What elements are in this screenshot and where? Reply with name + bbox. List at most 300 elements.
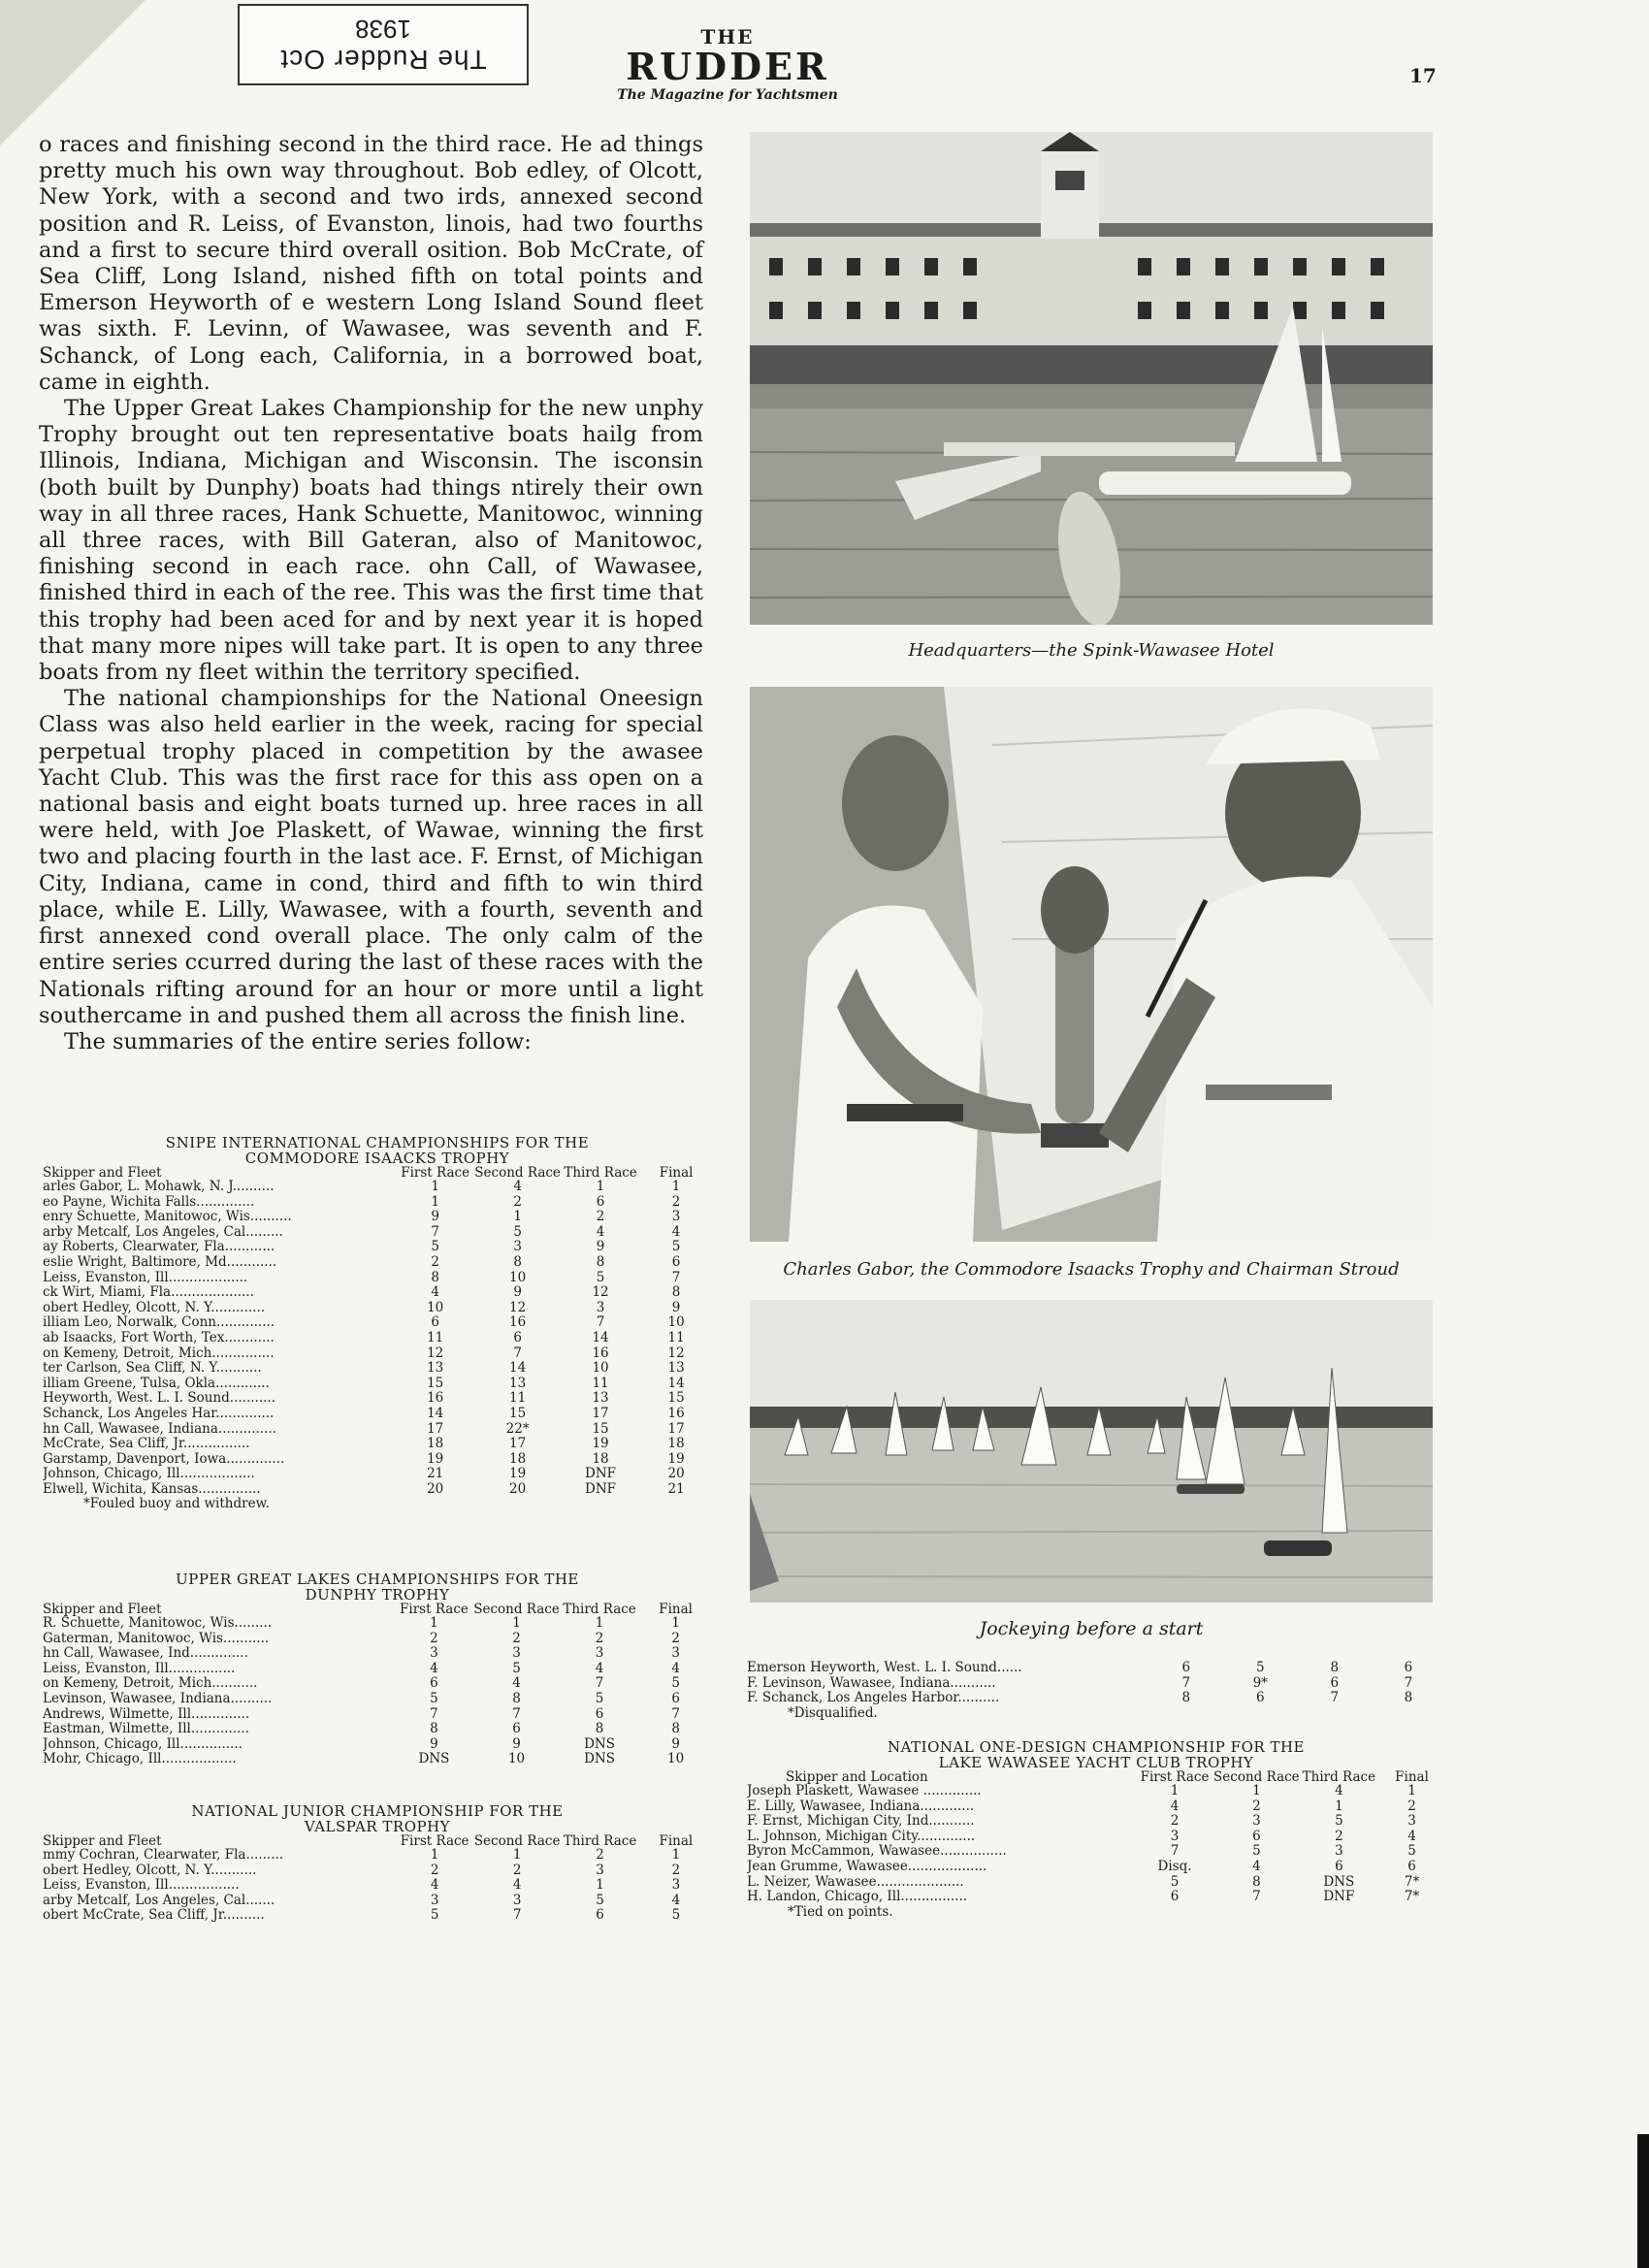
score-cell: 7 (430, 1705, 438, 1722)
score-cell: 20 (667, 1466, 685, 1482)
score-cell: 9 (430, 1735, 438, 1752)
table-row (43, 1331, 712, 1346)
score-cell: 7 (1252, 1889, 1261, 1905)
skipper-cell: hn Call, Wawasee, Ind.............. (43, 1646, 248, 1662)
photo-trophy (750, 687, 1433, 1242)
score-cell: DNS (584, 1735, 615, 1752)
skipper-cell: Heyworth, West. L. I. Sound........... (43, 1391, 276, 1407)
skipper-cell: arles Gabor, L. Mohawk, N. J.......... (43, 1180, 275, 1194)
score-cell: 7 (596, 1314, 605, 1331)
score-cell: 14 (667, 1375, 685, 1391)
score-cell: 5 (1252, 1843, 1261, 1860)
table-row (43, 1285, 712, 1301)
score-cell: 4 (512, 1877, 522, 1894)
table-row (43, 1878, 712, 1894)
skipper-cell: arby Metcalf, Los Angeles, Cal....... (43, 1893, 275, 1908)
skipper-cell: F. Levinson, Wawasee, Indiana........... (747, 1675, 996, 1691)
score-cell: 17 (427, 1420, 444, 1437)
photo-sailboats (750, 1300, 1433, 1603)
score-cell: 3 (430, 1892, 439, 1908)
score-cell: 11 (427, 1329, 444, 1345)
score-cell: 1 (431, 1179, 439, 1194)
score-cell: 10 (667, 1314, 685, 1331)
table-row (747, 1676, 1445, 1692)
score-cell: 1 (671, 1179, 681, 1194)
skipper-cell: Andrews, Wilmette, Ill.............. (43, 1706, 250, 1722)
col-header-final: Final (659, 1833, 694, 1849)
col-header-first: First Race (401, 1165, 470, 1181)
junior-table (43, 1803, 712, 1924)
score-cell: 3 (595, 1645, 604, 1662)
table-title: UPPER GREAT LAKES CHAMPIONSHIPS FOR THE (176, 1571, 579, 1588)
score-cell: 4 (595, 1660, 604, 1676)
score-cell: 9 (512, 1735, 521, 1752)
score-cell: 7 (671, 1705, 680, 1722)
skipper-cell: Joseph Plaskett, Wawasee .............. (747, 1784, 982, 1798)
score-cell: 13 (667, 1360, 685, 1377)
score-cell: 13 (592, 1390, 609, 1407)
score-cell: 15 (667, 1390, 685, 1407)
skipper-cell: Johnson, Chicago, Ill.................. (43, 1467, 255, 1482)
score-cell: 16 (592, 1345, 609, 1361)
table-row (43, 1467, 712, 1482)
skipper-cell: Johnson, Chicago, Ill............... (43, 1736, 242, 1752)
score-cell: 1 (596, 1877, 604, 1894)
table-row (43, 1752, 712, 1767)
score-cell: 6 (671, 1690, 680, 1706)
score-cell: DNS (1323, 1873, 1355, 1890)
table-row (43, 1662, 712, 1677)
score-cell: 9 (671, 1299, 681, 1315)
masthead (582, 25, 873, 103)
skipper-cell: Schanck, Los Angeles Har.............. (43, 1406, 275, 1421)
score-cell: 6 (1252, 1828, 1261, 1844)
col-header-skipper: Skipper and Fleet (43, 1166, 162, 1180)
score-cell: 17 (667, 1420, 685, 1437)
score-cell: 2 (1170, 1813, 1180, 1830)
score-cell: 18 (667, 1436, 685, 1452)
score-cell: 8 (513, 1253, 522, 1270)
col-header-second: Second Race (473, 1833, 561, 1849)
skipper-cell: Elwell, Wichita, Kansas............... (43, 1481, 261, 1497)
score-cell: 12 (427, 1345, 444, 1361)
score-cell: 7 (513, 1345, 522, 1361)
col-header-third: Third Race (563, 1602, 636, 1617)
score-cell: 19 (667, 1450, 685, 1467)
score-cell: 17 (509, 1436, 527, 1452)
table-row (43, 1195, 712, 1211)
score-cell: 4 (512, 1675, 521, 1692)
table-row (43, 1707, 712, 1723)
table-row (747, 1784, 1445, 1799)
score-cell: 10 (592, 1360, 609, 1377)
score-cell: 17 (592, 1405, 609, 1421)
score-cell: 15 (592, 1420, 609, 1437)
skipper-cell: on Kemeny, Detroit, Mich........... (43, 1676, 258, 1692)
score-cell: 6 (513, 1329, 522, 1345)
score-cell: 2 (595, 1630, 604, 1646)
table-row (747, 1830, 1445, 1845)
table-row (43, 1452, 712, 1468)
score-cell: 2 (512, 1862, 522, 1878)
table-row (43, 1422, 712, 1438)
table-row (43, 1210, 712, 1225)
table-row (43, 1894, 712, 1909)
score-cell: 7 (512, 1705, 521, 1722)
score-cell: 1 (513, 1209, 522, 1225)
score-cell: 8 (1252, 1873, 1261, 1890)
table-row (747, 1691, 1445, 1706)
score-cell: 10 (667, 1751, 685, 1767)
skipper-cell: E. Lilly, Wawasee, Indiana............. (747, 1798, 975, 1814)
score-cell: DNF (585, 1466, 617, 1482)
paragraph: The Upper Great Lakes Championship for the new unphy Trophy brought out ten representative boats hailg from Illinois, Indiana, Michigan and Wisconsin. The isconsin (both built by Dunphy) boats had things ntirely their own way in all three races, Hank Schuette, Manitowoc, winning all three races, with Bill Gateran, also of Manitowoc, finishing second in each race. ohn Call, of Wawasee, finished third in each of the ree. This was the first time that this trophy had been aced for and by next year it is hoped that many more nipes will take part. It is open to any three boats from ny fleet within the territory specified. (39, 396, 703, 686)
score-cell: 1 (1252, 1783, 1261, 1798)
masthead-tagline: The Magazine for Yachtsmen (617, 87, 838, 103)
score-cell: 3 (512, 1892, 522, 1908)
table-subtitle: COMMODORE ISAACKS TROPHY (244, 1150, 510, 1167)
score-cell: 3 (671, 1209, 681, 1225)
score-cell: 4 (671, 1223, 681, 1240)
upper-great-lakes-table (43, 1571, 712, 1767)
table-row (43, 1848, 712, 1863)
score-cell: 9* (1252, 1674, 1268, 1691)
score-cell: 1 (671, 1847, 681, 1863)
table-subtitle: LAKE WAWASEE YACHT CLUB TROPHY (938, 1754, 1254, 1771)
score-cell: 8 (1404, 1690, 1413, 1706)
snipe-table-continued (747, 1661, 1445, 1721)
score-cell: 16 (509, 1314, 527, 1331)
table-row (43, 1180, 712, 1195)
skipper-cell: Garstamp, Davenport, Iowa.............. (43, 1451, 285, 1467)
skipper-cell: F. Ernst, Michigan City, Ind........... (747, 1814, 975, 1830)
skipper-cell: Levinson, Wawasee, Indiana.......... (43, 1691, 273, 1706)
score-cell: 10 (509, 1269, 527, 1285)
score-cell: 8 (431, 1269, 439, 1285)
col-header-second: Second Race (1213, 1769, 1300, 1785)
table-row (43, 1301, 712, 1316)
score-cell: 6 (1181, 1660, 1191, 1675)
skipper-cell: Gaterman, Manitowoc, Wis........... (43, 1631, 270, 1646)
score-cell: 5 (671, 1675, 680, 1692)
skipper-cell: eslie Wright, Baltimore, Md............ (43, 1254, 277, 1270)
score-cell: 3 (1335, 1843, 1343, 1860)
skipper-cell: arby Metcalf, Los Angeles, Cal......... (43, 1224, 283, 1240)
table-row (43, 1346, 712, 1362)
score-cell: 6 (671, 1253, 681, 1270)
score-cell: 4 (1252, 1858, 1261, 1874)
score-cell: 1 (1335, 1798, 1343, 1814)
score-cell: 2 (596, 1847, 604, 1863)
score-cell: 19 (592, 1436, 609, 1452)
table-title: SNIPE INTERNATIONAL CHAMPIONSHIPS FOR THE (165, 1134, 590, 1151)
score-cell: 7 (1170, 1843, 1180, 1860)
score-cell: 5 (430, 1907, 439, 1924)
score-cell: 5 (671, 1239, 681, 1255)
score-cell: 8 (671, 1284, 681, 1301)
score-cell: 3 (671, 1877, 681, 1894)
col-header-final: Final (1395, 1769, 1429, 1785)
score-cell: 4 (596, 1223, 605, 1240)
skipper-cell: on Kemeny, Detroit, Mich............... (43, 1345, 275, 1361)
score-cell: 2 (430, 1862, 439, 1878)
skipper-cell: Byron McCammon, Wawasee................ (747, 1844, 1007, 1860)
score-cell: 11 (592, 1375, 609, 1391)
score-cell: 13 (509, 1375, 527, 1391)
skipper-cell: obert McCrate, Sea Cliff, Jr.......... (43, 1908, 265, 1924)
score-cell: 8 (512, 1690, 521, 1706)
table-row (747, 1661, 1445, 1676)
archive-stamp (238, 4, 529, 85)
score-cell: 18 (427, 1436, 444, 1452)
score-cell: 18 (592, 1450, 609, 1467)
skipper-cell: Mohr, Chicago, Ill.................. (43, 1752, 237, 1767)
score-cell: 2 (596, 1209, 605, 1225)
score-cell: 6 (431, 1314, 439, 1331)
col-header-third: Third Race (564, 1165, 637, 1181)
page-number: 17 (1409, 64, 1437, 87)
snipe-table (43, 1135, 712, 1512)
stamp-year: 1938 (355, 15, 411, 45)
score-cell: 7* (1404, 1873, 1420, 1890)
skipper-cell: ay Roberts, Clearwater, Fla............ (43, 1240, 275, 1255)
score-cell: 6 (1255, 1690, 1265, 1706)
table-row (43, 1255, 712, 1271)
score-cell: 4 (513, 1179, 522, 1194)
table-row (747, 1890, 1445, 1905)
table-title: NATIONAL ONE-DESIGN CHAMPIONSHIP FOR THE (888, 1738, 1305, 1756)
table-row (747, 1844, 1445, 1860)
score-cell: 9 (671, 1735, 680, 1752)
score-cell: 6 (1404, 1660, 1413, 1675)
score-cell: 8 (430, 1721, 438, 1737)
col-header-final: Final (659, 1602, 693, 1617)
score-cell: 3 (596, 1299, 605, 1315)
table-row (747, 1814, 1445, 1830)
score-cell: 4 (1170, 1798, 1180, 1814)
score-cell: 9 (513, 1284, 522, 1301)
score-cell: 2 (671, 1630, 680, 1646)
stamp-title: The Rudder Oct (279, 45, 487, 76)
score-cell: DNS (584, 1751, 615, 1767)
paragraph: The national championships for the National Oneesign Class was also held earlier in the week, racing for special perpetual trophy placed in competition by the awasee Yacht Club. This was the first race for this ass open on a national basis and eight boats turned up. hree races in all were held, with Joe Plaskett, of Wawae, winning the first two and placing fourth in the last ace. F. Ernst, of Michigan City, Indiana, came in cond, third and fifth to win third place, while E. Lilly, Wawasee, with a fourth, seventh and first annexed cond overall place. The only calm of the entire series ccurred during the last of these races with the Nationals rifting around for an hour or more until a light southercame in and pushed them all across the finish line. (39, 686, 703, 1028)
score-cell: 2 (671, 1193, 681, 1210)
score-cell: 1 (512, 1615, 521, 1631)
score-cell: 14 (509, 1360, 527, 1377)
col-header-second: Second Race (473, 1602, 560, 1617)
score-cell: 2 (431, 1253, 439, 1270)
table-title: NATIONAL JUNIOR CHAMPIONSHIP FOR THE (191, 1802, 564, 1820)
skipper-cell: Eastman, Wilmette, Ill.............. (43, 1722, 249, 1737)
score-cell: 8 (1181, 1690, 1191, 1706)
table-row (43, 1315, 712, 1331)
score-cell: 3 (1252, 1813, 1261, 1830)
score-cell: 3 (513, 1239, 522, 1255)
table-row (43, 1737, 712, 1753)
score-cell: 5 (596, 1269, 605, 1285)
score-cell: 3 (1407, 1813, 1416, 1830)
score-cell: 4 (431, 1284, 439, 1301)
score-cell: 14 (592, 1329, 609, 1345)
skipper-cell: F. Schanck, Los Angeles Harbor.......... (747, 1691, 1000, 1706)
score-cell: 2 (1252, 1798, 1261, 1814)
skipper-cell: illiam Greene, Tulsa, Okla............. (43, 1376, 270, 1391)
score-cell: 5 (671, 1907, 681, 1924)
score-cell: 3 (596, 1862, 604, 1878)
col-header-skipper: Skipper and Fleet (43, 1603, 162, 1616)
score-cell: DNF (1323, 1889, 1355, 1905)
score-cell: 20 (427, 1480, 444, 1497)
table-row (43, 1407, 712, 1422)
score-cell: 5 (1407, 1843, 1416, 1860)
table-row (43, 1863, 712, 1879)
table-row (43, 1437, 712, 1452)
score-cell: Disq. (1157, 1858, 1192, 1874)
skipper-cell: ck Wirt, Miami, Fla.................... (43, 1285, 254, 1301)
photo-hotel (750, 132, 1433, 625)
table-note: *Tied on points. (788, 1903, 893, 1920)
skipper-cell: ab Isaacks, Fort Worth, Tex............ (43, 1330, 275, 1345)
score-cell: 6 (1335, 1858, 1343, 1874)
score-cell: 7 (671, 1269, 681, 1285)
table-row (43, 1632, 712, 1647)
table-note: *Fouled buoy and withdrew. (83, 1496, 270, 1512)
score-cell: 1 (596, 1179, 605, 1194)
score-cell: 4 (671, 1660, 680, 1676)
score-cell: DNS (418, 1751, 450, 1767)
photo-sailboats-caption: Jockeying before a start (979, 1618, 1204, 1639)
skipper-cell: Leiss, Evanston, Ill................. (43, 1878, 240, 1894)
score-cell: 6 (596, 1193, 605, 1210)
score-cell: 1 (431, 1193, 439, 1210)
score-cell: 1 (430, 1615, 438, 1631)
score-cell: 6 (512, 1721, 521, 1737)
score-cell: 19 (509, 1466, 527, 1482)
score-cell: 2 (430, 1630, 438, 1646)
table-subtitle: VALSPAR TROPHY (304, 1818, 451, 1835)
skipper-cell: hn Call, Wawasee, Indiana.............. (43, 1421, 276, 1437)
table-note: *Disqualified. (788, 1704, 878, 1721)
score-cell: 2 (1335, 1828, 1343, 1844)
score-cell: 19 (427, 1450, 444, 1467)
score-cell: 11 (509, 1390, 527, 1407)
skipper-cell: enry Schuette, Manitowoc, Wis.......... (43, 1210, 292, 1225)
col-header-second: Second Race (474, 1165, 561, 1181)
score-cell: 4 (1407, 1828, 1416, 1844)
score-cell: 16 (667, 1405, 685, 1421)
score-cell: 7 (1330, 1690, 1340, 1706)
score-cell: 7 (1404, 1674, 1413, 1691)
table-row (43, 1692, 712, 1707)
photo-trophy-caption: Charles Gabor, the Commodore Isaacks Trophy and Chairman Stroud (783, 1259, 1400, 1280)
skipper-cell: eo Payne, Wichita Falls.............. (43, 1194, 255, 1210)
skipper-cell: Leiss, Evanston, Ill................ (43, 1661, 236, 1676)
col-header-first: First Race (400, 1833, 469, 1849)
table-row (747, 1875, 1445, 1891)
table-row (43, 1361, 712, 1377)
score-cell: 10 (427, 1299, 444, 1315)
score-cell: 2 (671, 1862, 681, 1878)
hotel-photo-image (750, 132, 1433, 625)
masthead-the: THE (700, 25, 755, 49)
table-row (43, 1908, 712, 1924)
score-cell: 8 (671, 1721, 680, 1737)
table-subtitle: DUNPHY TROPHY (305, 1586, 450, 1604)
skipper-cell: Jean Grumme, Wawasee................... (747, 1859, 987, 1874)
score-cell: 5 (513, 1223, 522, 1240)
score-cell: 7 (431, 1223, 439, 1240)
skipper-cell: L. Neizer, Wawasee..................... (747, 1874, 964, 1890)
score-cell: 1 (1170, 1783, 1180, 1798)
score-cell: 21 (427, 1466, 444, 1482)
skipper-cell: L. Johnson, Michigan City.............. (747, 1829, 976, 1844)
col-header-skipper: Skipper and Location (786, 1770, 928, 1784)
score-cell: 12 (592, 1284, 609, 1301)
score-cell: 3 (430, 1645, 438, 1662)
table-row (43, 1391, 712, 1407)
col-header-third: Third Race (1302, 1769, 1376, 1785)
score-cell: 8 (595, 1721, 604, 1737)
score-cell: 10 (507, 1751, 526, 1767)
table-row (43, 1676, 712, 1692)
score-cell: 5 (1255, 1660, 1265, 1675)
col-header-first: First Race (400, 1602, 469, 1617)
score-cell: 8 (596, 1253, 605, 1270)
table-row (43, 1482, 712, 1498)
score-cell: 7 (1181, 1674, 1191, 1691)
score-cell: 5 (1170, 1873, 1180, 1890)
skipper-cell: McCrate, Sea Cliff, Jr................ (43, 1437, 250, 1452)
score-cell: 1 (430, 1847, 439, 1863)
table-row (43, 1225, 712, 1241)
skipper-cell: illiam Leo, Norwalk, Conn.............. (43, 1315, 275, 1331)
scan-edge (1637, 2134, 1649, 2268)
score-cell: 2 (512, 1630, 521, 1646)
score-cell: 21 (667, 1480, 685, 1497)
score-cell: 11 (667, 1329, 685, 1345)
score-cell: 4 (430, 1877, 439, 1894)
skipper-cell: R. Schuette, Manitowoc, Wis......... (43, 1616, 273, 1631)
score-cell: 13 (427, 1360, 444, 1377)
skipper-cell: obert Hedley, Olcott, N. Y............. (43, 1300, 266, 1315)
table-row (43, 1271, 712, 1286)
score-cell: 15 (427, 1375, 444, 1391)
score-cell: 15 (509, 1405, 527, 1421)
score-cell: 4 (430, 1660, 438, 1676)
table-row (747, 1860, 1445, 1875)
score-cell: DNF (585, 1480, 617, 1497)
table-row (747, 1799, 1445, 1815)
score-cell: 5 (431, 1239, 439, 1255)
paragraph: o races and finishing second in the third race. He ad things pretty much his own way throughout. Bob edley, of Olcott, New York, with a second and two irds, annexed second position and R. Leiss, of Evanston, linois, had two fourths and a first to secure third overall osition. Bob McCrate, of Sea Cliff, Long Island, nished fifth on total points and Emerson Heyworth of e western Long Island Sound fleet was sixth. F. Levinn, of Wawasee, was seventh and F. Schanck, of Long each, California, in a borrowed boat, came in eighth. (39, 132, 703, 395)
score-cell: 12 (509, 1299, 527, 1315)
photo-hotel-caption: Headquarters—the Spink-Wawasee Hotel (908, 640, 1275, 661)
score-cell: 4 (1335, 1783, 1343, 1798)
score-cell: 3 (512, 1645, 521, 1662)
score-cell: 18 (509, 1450, 527, 1467)
table-row (43, 1722, 712, 1737)
article-body (39, 132, 703, 1055)
skipper-cell: Leiss, Evanston, Ill................... (43, 1270, 248, 1285)
score-cell: 9 (431, 1209, 439, 1225)
score-cell: 14 (427, 1405, 444, 1421)
score-cell: 8 (1330, 1660, 1340, 1675)
score-cell: 7 (512, 1907, 522, 1924)
paragraph: The summaries of the entire series follow: (64, 1028, 532, 1054)
skipper-cell: H. Landon, Chicago, Ill................ (747, 1890, 968, 1905)
score-cell: 9 (596, 1239, 605, 1255)
score-cell: 12 (667, 1345, 685, 1361)
